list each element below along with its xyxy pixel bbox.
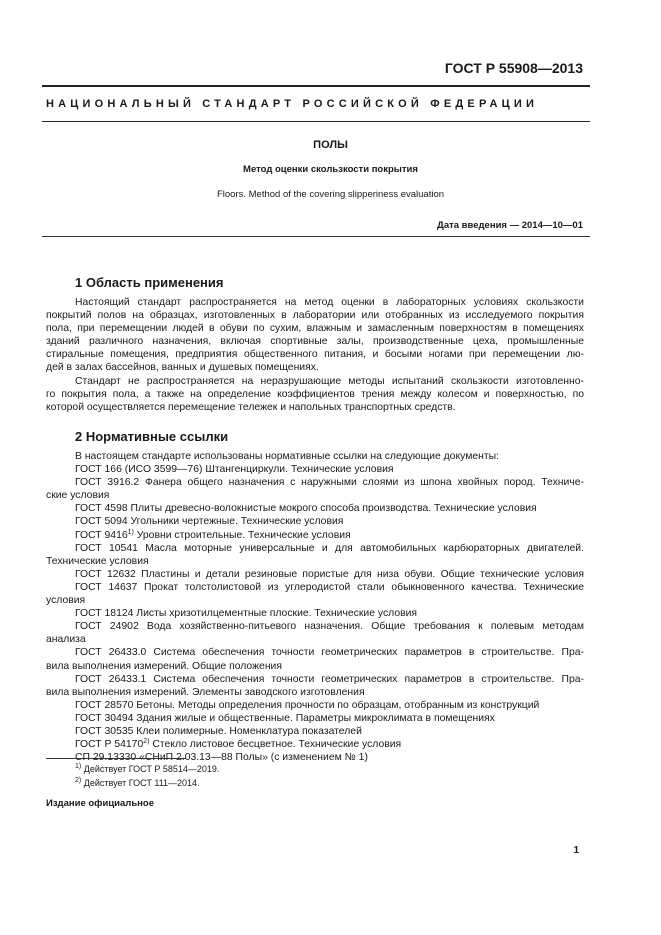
reference-item-cont: Технические условия xyxy=(46,555,149,567)
reference-item: ГОСТ 10541 Масла моторные универсальные и для автомобильных карбюраторных двигателей. xyxy=(75,542,584,554)
paragraph-line: стиральные помещения, предприятия общественного питания, и босыми ногами при перемещении лю- xyxy=(46,349,584,361)
english-title: Floors. Method of the covering slipperiness evaluation xyxy=(216,189,445,200)
paragraph-line: покрытий полов на образцах, изготовленных в лаборатории или отобранных из исследуемого покрытия xyxy=(46,310,584,322)
reference-item-cont: ские условия xyxy=(46,490,110,502)
reference-item xyxy=(46,738,584,751)
footnote-2-mark: 2) xyxy=(75,777,82,784)
footnote-rule xyxy=(46,758,186,759)
paragraph-line: пола, при перемещении людей в обуви по сухим, влажным и замасленным поверхностям в помещениях xyxy=(46,323,584,335)
paragraph-line: дей в залах бассейнов, ванных и душевых помещениях. xyxy=(46,362,319,374)
section-2-body xyxy=(46,450,584,764)
paragraph-line: которой осуществляется перемещение тележек и напольных транспортных средств. xyxy=(46,401,456,413)
reference-item: ГОСТ 28570 Бетоны. Методы определения прочности по образцам, отобранным из конструкций xyxy=(75,699,540,711)
reference-item: ГОСТ 30494 Здания жилые и общественные. Параметры микроклимата в помещениях xyxy=(75,712,495,724)
document-subtitle: Метод оценки скользкости покрытия xyxy=(243,164,418,175)
footnote-mark-2: 2) xyxy=(143,738,150,746)
paragraph-line: го покрытия пола, а также на определение коэффициентов трения между колесом и поверхностью, по xyxy=(46,388,584,400)
banner-rule xyxy=(42,121,590,122)
reference-item: ГОСТ 30535 Клеи полимерные. Номенклатура показателей xyxy=(75,725,362,737)
section-1-heading: 1 Область применения xyxy=(75,275,224,290)
introduction-date: Дата введения — 2014—10—01 xyxy=(437,220,583,231)
reference-item: ГОСТ 12632 Пластины и детали резиновые пористые для низа обуви. Общие технические условия xyxy=(75,568,584,580)
reference-item-cont: вила выполнения измерений. Элементы заводского изготовления xyxy=(46,686,365,698)
reference-item: ГОСТ 14637 Прокат толстолистовой из углеродистой стали обыкновенного качества. Технические xyxy=(75,581,584,593)
header-rule xyxy=(42,85,590,87)
reference-item: ГОСТ 5094 Угольники чертежные. Технические условия xyxy=(75,516,344,528)
reference-code: ГОСТ 9416 xyxy=(75,529,128,541)
reference-item: ГОСТ 24902 Вода хозяйственно-питьевого назначения. Общие требования к полевым методам xyxy=(75,621,584,633)
reference-title: Стекло листовое бесцветное. Технические условия xyxy=(149,739,402,751)
reference-item-cont: анализа xyxy=(46,634,86,646)
reference-item xyxy=(46,529,584,542)
reference-item: ГОСТ 3916.2 Фанера общего назначения с наружными слоями из шпона хвойных пород. Техниче- xyxy=(75,477,584,489)
reference-item: ГОСТ 26433.0 Система обеспечения точности геометрических параметров в строительстве. Пра- xyxy=(75,647,584,659)
official-edition-label: Издание официальное xyxy=(46,798,154,809)
footnote-2-text: Действует ГОСТ 111—2014. xyxy=(81,778,200,788)
reference-item: ГОСТ 166 (ИСО 3599—76) Штангенциркули. Технические условия xyxy=(75,464,394,476)
reference-item: ГОСТ 26433.1 Система обеспечения точности геометрических параметров в строительстве. Пра- xyxy=(75,673,584,685)
reference-title: Уровни строительные. Технические условия xyxy=(133,529,351,541)
footnote-1-mark: 1) xyxy=(75,763,82,770)
paragraph-line: Настоящий стандарт распространяется на метод оценки в лабораторных условиях скользкости xyxy=(75,297,584,308)
paragraph-line: зданий различного назначения, включая спортивные залы, производственные цеха, промышленные xyxy=(46,336,584,348)
footnote-1 xyxy=(75,764,219,774)
reference-code: ГОСТ Р 54170 xyxy=(75,739,144,751)
paragraph-line: Стандарт не распространяется на неразрушающие методы испытаний скользкости изготовленно- xyxy=(75,375,584,387)
reference-item: ГОСТ 18124 Листы хризотилцементные плоские. Технические условия xyxy=(75,608,418,620)
section-1-body xyxy=(46,296,584,414)
reference-item: СП 29.13330 «СНиП 2.03.13—88 Полы» (с изменением № 1) xyxy=(75,752,368,764)
references-intro: В настоящем стандарте использованы нормативные ссылки на следующие документы: xyxy=(75,451,499,462)
footnote-1-text: Действует ГОСТ Р 58514—2019. xyxy=(81,764,220,774)
reference-item: ГОСТ 4598 Плиты древесно-волокнистые мокрого способа производства. Технические условия xyxy=(75,503,537,515)
national-standard-banner: НАЦИОНАЛЬНЫЙ СТАНДАРТ РОССИЙСКОЙ ФЕДЕРАЦИИ xyxy=(46,98,539,110)
section-2-heading: 2 Нормативные ссылки xyxy=(75,429,229,444)
footnote-mark-1: 1) xyxy=(127,528,134,536)
page-number: 1 xyxy=(573,845,579,856)
reference-item-cont: условия xyxy=(46,595,86,607)
date-rule xyxy=(42,236,590,237)
reference-item-cont: вила выполнения измерений. Общие положения xyxy=(46,660,282,672)
document-title: ПОЛЫ xyxy=(313,139,348,151)
footnote-2 xyxy=(75,778,200,788)
document-code: ГОСТ Р 55908—2013 xyxy=(444,60,583,76)
